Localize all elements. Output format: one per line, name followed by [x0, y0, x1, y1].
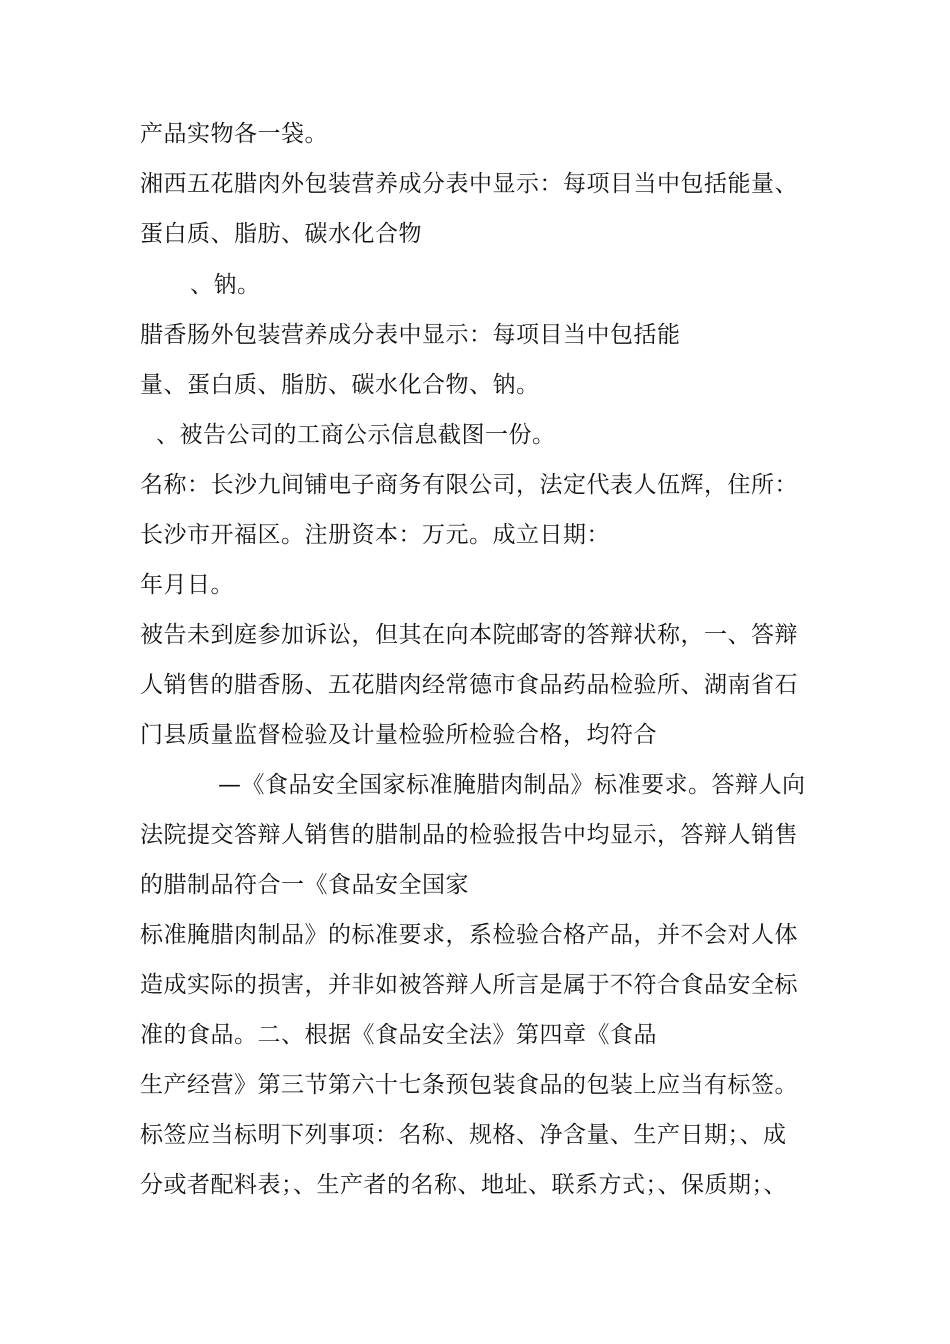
text-line: 、被告公司的工商公示信息截图一份。	[156, 422, 556, 448]
text-line: 湘西五花腊肉外包装营养成分表中显示：每项目当中包括能量、	[140, 171, 798, 197]
text-line: 门县质量监督检验及计量检验所检验合格，均符合	[140, 722, 657, 748]
text-line: 造成实际的损害，并非如被答辩人所言是属于不符合食品安全标	[140, 972, 798, 998]
text-line: —《食品安全国家标准腌腊肉制品》标准要求。答辩人向	[218, 772, 806, 798]
text-line: 产品实物各一袋。	[140, 121, 328, 147]
text-line: 标准腌腊肉制品》的标准要求，系检验合格产品，并不会对人体	[140, 922, 798, 948]
text-line: 年月日。	[140, 572, 234, 598]
text-line: 、钠。	[190, 272, 261, 298]
text-line: 量、蛋白质、脂肪、碳水化合物、钠。	[140, 372, 540, 398]
text-line: 人销售的腊香肠、五花腊肉经常德市食品药品检验所、湖南省石	[140, 672, 798, 698]
text-line: 被告未到庭参加诉讼，但其在向本院邮寄的答辩状称，一、答辩	[140, 622, 798, 648]
text-line: 标签应当标明下列事项：名称、规格、净含量、生产日期；、成	[140, 1122, 787, 1148]
text-line: 法院提交答辩人销售的腊制品的检验报告中均显示，答辩人销售	[140, 822, 798, 848]
text-line: 分或者配料表；、生产者的名称、地址、联系方式；、保质期；、	[140, 1172, 787, 1198]
text-line: 准的食品。二、根据《食品安全法》第四章《食品	[140, 1022, 657, 1048]
text-line: 蛋白质、脂肪、碳水化合物	[140, 221, 422, 247]
text-line: 名称：长沙九间铺电子商务有限公司，法定代表人伍辉，住所：	[140, 472, 798, 498]
text-line: 生产经营》第三节第六十七条预包装食品的包装上应当有标签。	[140, 1072, 798, 1098]
text-line: 长沙市开福区。注册资本：万元。成立日期：	[140, 522, 610, 548]
text-line: 腊香肠外包装营养成分表中显示：每项目当中包括能	[140, 322, 681, 348]
text-line: 的腊制品符合一《食品安全国家	[140, 872, 469, 898]
